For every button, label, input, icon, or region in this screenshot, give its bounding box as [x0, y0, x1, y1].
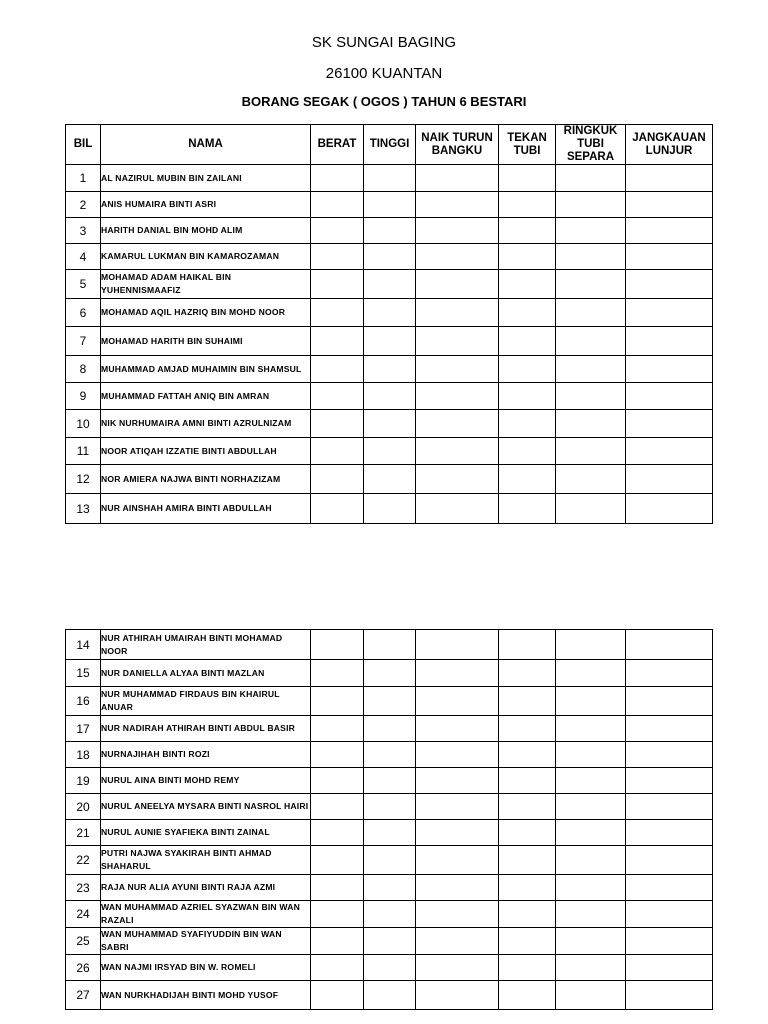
row-number: 21: [66, 820, 101, 846]
cell-ringkuk-tubi-separa[interactable]: [556, 356, 626, 383]
cell-tekan-tubi[interactable]: [499, 981, 556, 1010]
table-row: [66, 875, 713, 901]
table-row: [66, 218, 713, 244]
cell-naik-turun-bangku[interactable]: [416, 165, 499, 192]
row-number: 11: [66, 438, 101, 465]
cell-tekan-tubi[interactable]: [499, 165, 556, 192]
student-name: WAN NAJMI IRSYAD BIN W. ROMELI: [101, 955, 311, 981]
cell-naik-turun-bangku[interactable]: [416, 244, 499, 270]
row-number: 14: [66, 630, 101, 660]
cell-tekan-tubi[interactable]: [499, 846, 556, 875]
row-number: 19: [66, 768, 101, 794]
cell-jangkauan-lunjur[interactable]: [626, 356, 713, 383]
student-name: NURUL AUNIE SYAFIEKA BINTI ZAINAL: [101, 820, 311, 846]
cell-tekan-tubi[interactable]: [499, 928, 556, 955]
cell-naik-turun-bangku[interactable]: [416, 494, 499, 524]
student-name: AL NAZIRUL MUBIN BIN ZAILANI: [101, 165, 311, 192]
cell-jangkauan-lunjur[interactable]: [626, 846, 713, 875]
student-name: MOHAMAD ADAM HAIKAL BIN YUHENNISMAAFIZ: [101, 270, 311, 299]
row-number: 12: [66, 465, 101, 494]
cell-jangkauan-lunjur[interactable]: [626, 438, 713, 465]
cell-naik-turun-bangku[interactable]: [416, 901, 499, 928]
table-row: [66, 901, 713, 928]
cell-berat[interactable]: [311, 494, 364, 524]
cell-berat[interactable]: [311, 687, 364, 716]
row-number: 9: [66, 383, 101, 410]
cell-naik-turun-bangku[interactable]: [416, 410, 499, 438]
cell-ringkuk-tubi-separa[interactable]: [556, 630, 626, 660]
cell-ringkuk-tubi-separa[interactable]: [556, 981, 626, 1010]
cell-naik-turun-bangku[interactable]: [416, 875, 499, 901]
cell-tekan-tubi[interactable]: [499, 901, 556, 928]
table-row: [66, 465, 713, 494]
cell-berat[interactable]: [311, 846, 364, 875]
student-name: NIK NURHUMAIRA AMNI BINTI AZRULNIZAM: [101, 410, 311, 438]
cell-jangkauan-lunjur[interactable]: [626, 165, 713, 192]
cell-tekan-tubi[interactable]: [499, 660, 556, 687]
student-name: MOHAMAD AQIL HAZRIQ BIN MOHD NOOR: [101, 299, 311, 327]
cell-tekan-tubi[interactable]: [499, 244, 556, 270]
cell-ringkuk-tubi-separa[interactable]: [556, 192, 626, 218]
cell-tinggi[interactable]: [364, 846, 416, 875]
row-number: 20: [66, 794, 101, 820]
cell-naik-turun-bangku[interactable]: [416, 327, 499, 356]
cell-ringkuk-tubi-separa[interactable]: [556, 742, 626, 768]
row-number: 6: [66, 299, 101, 327]
cell-ringkuk-tubi-separa[interactable]: [556, 438, 626, 465]
cell-berat[interactable]: [311, 383, 364, 410]
cell-tekan-tubi[interactable]: [499, 327, 556, 356]
cell-ringkuk-tubi-separa[interactable]: [556, 165, 626, 192]
cell-berat[interactable]: [311, 928, 364, 955]
row-number: 15: [66, 660, 101, 687]
row-number: 5: [66, 270, 101, 299]
form-title: BORANG SEGAK ( OGOS ) TAHUN 6 BESTARI: [241, 94, 527, 109]
cell-berat[interactable]: [311, 244, 364, 270]
student-name: MUHAMMAD AMJAD MUHAIMIN BIN SHAMSUL: [101, 356, 311, 383]
student-name: MOHAMAD HARITH BIN SUHAIMI: [101, 327, 311, 356]
cell-jangkauan-lunjur[interactable]: [626, 270, 713, 299]
cell-ringkuk-tubi-separa[interactable]: [556, 928, 626, 955]
cell-naik-turun-bangku[interactable]: [416, 846, 499, 875]
cell-jangkauan-lunjur[interactable]: [626, 192, 713, 218]
cell-berat[interactable]: [311, 165, 364, 192]
table-row: [66, 630, 713, 660]
cell-jangkauan-lunjur[interactable]: [626, 901, 713, 928]
cell-ringkuk-tubi-separa[interactable]: [556, 955, 626, 981]
cell-tinggi[interactable]: [364, 928, 416, 955]
cell-jangkauan-lunjur[interactable]: [626, 465, 713, 494]
cell-naik-turun-bangku[interactable]: [416, 768, 499, 794]
cell-tekan-tubi[interactable]: [499, 218, 556, 244]
cell-tinggi[interactable]: [364, 955, 416, 981]
student-name: NURUL AINA BINTI MOHD REMY: [101, 768, 311, 794]
student-name: NUR MUHAMMAD FIRDAUS BIN KHAIRUL ANUAR: [101, 687, 311, 716]
row-number: 3: [66, 218, 101, 244]
cell-naik-turun-bangku[interactable]: [416, 270, 499, 299]
row-number: 8: [66, 356, 101, 383]
cell-tinggi[interactable]: [364, 981, 416, 1010]
cell-berat[interactable]: [311, 630, 364, 660]
cell-jangkauan-lunjur[interactable]: [626, 716, 713, 742]
cell-jangkauan-lunjur[interactable]: [626, 244, 713, 270]
col-ringkuk-tubi-separa-header: RINGKUK TUBI SEPARA: [556, 125, 626, 165]
cell-ringkuk-tubi-separa[interactable]: [556, 327, 626, 356]
cell-naik-turun-bangku[interactable]: [416, 716, 499, 742]
cell-berat[interactable]: [311, 218, 364, 244]
cell-berat[interactable]: [311, 410, 364, 438]
cell-jangkauan-lunjur[interactable]: [626, 494, 713, 524]
row-number: 13: [66, 494, 101, 524]
cell-tekan-tubi[interactable]: [499, 438, 556, 465]
table-row: [66, 494, 713, 524]
row-number: 10: [66, 410, 101, 438]
row-number: 17: [66, 716, 101, 742]
student-name: NUR NADIRAH ATHIRAH BINTI ABDUL BASIR: [101, 716, 311, 742]
student-name: MUHAMMAD FATTAH ANIQ BIN AMRAN: [101, 383, 311, 410]
table-row: [66, 192, 713, 218]
cell-tekan-tubi[interactable]: [499, 270, 556, 299]
cell-ringkuk-tubi-separa[interactable]: [556, 687, 626, 716]
table-row: [66, 165, 713, 192]
cell-berat[interactable]: [311, 438, 364, 465]
student-name: PUTRI NAJWA SYAKIRAH BINTI AHMAD SHAHARUL: [101, 846, 311, 875]
student-name: NUR ATHIRAH UMAIRAH BINTI MOHAMAD NOOR: [101, 630, 311, 660]
cell-tinggi[interactable]: [364, 327, 416, 356]
cell-tinggi[interactable]: [364, 901, 416, 928]
col-nama-header: NAMA: [101, 125, 311, 165]
student-table-2: [65, 629, 713, 1010]
table-row: [66, 383, 713, 410]
row-number: 16: [66, 687, 101, 716]
cell-tekan-tubi[interactable]: [499, 299, 556, 327]
table-row: [66, 742, 713, 768]
cell-berat[interactable]: [311, 875, 364, 901]
cell-berat[interactable]: [311, 820, 364, 846]
cell-berat[interactable]: [311, 794, 364, 820]
table-row: [66, 794, 713, 820]
cell-naik-turun-bangku[interactable]: [416, 192, 499, 218]
cell-ringkuk-tubi-separa[interactable]: [556, 494, 626, 524]
cell-berat[interactable]: [311, 299, 364, 327]
cell-jangkauan-lunjur[interactable]: [626, 981, 713, 1010]
row-number: 27: [66, 981, 101, 1010]
cell-berat[interactable]: [311, 327, 364, 356]
table-row: [66, 356, 713, 383]
cell-jangkauan-lunjur[interactable]: [626, 794, 713, 820]
cell-naik-turun-bangku[interactable]: [416, 383, 499, 410]
table-row: [66, 687, 713, 716]
cell-jangkauan-lunjur[interactable]: [626, 687, 713, 716]
cell-tekan-tubi[interactable]: [499, 687, 556, 716]
cell-naik-turun-bangku[interactable]: [416, 794, 499, 820]
table-row: [66, 955, 713, 981]
student-name: NURNAJIHAH BINTI ROZI: [101, 742, 311, 768]
cell-jangkauan-lunjur[interactable]: [626, 630, 713, 660]
cell-tinggi[interactable]: [364, 716, 416, 742]
col-bil-header: BIL: [66, 125, 101, 165]
student-name: HARITH DANIAL BIN MOHD ALIM: [101, 218, 311, 244]
row-number: 23: [66, 875, 101, 901]
cell-tinggi[interactable]: [364, 660, 416, 687]
cell-tinggi[interactable]: [364, 410, 416, 438]
cell-tinggi[interactable]: [364, 192, 416, 218]
cell-tekan-tubi[interactable]: [499, 383, 556, 410]
cell-berat[interactable]: [311, 192, 364, 218]
cell-naik-turun-bangku[interactable]: [416, 928, 499, 955]
student-name: WAN MUHAMMAD SYAFIYUDDIN BIN WAN SABRI: [101, 928, 311, 955]
cell-berat[interactable]: [311, 356, 364, 383]
col-jangkauan-lunjur-header: JANGKAUAN LUNJUR: [626, 125, 713, 165]
cell-ringkuk-tubi-separa[interactable]: [556, 875, 626, 901]
cell-tinggi[interactable]: [364, 875, 416, 901]
cell-tekan-tubi[interactable]: [499, 494, 556, 524]
cell-jangkauan-lunjur[interactable]: [626, 383, 713, 410]
cell-ringkuk-tubi-separa[interactable]: [556, 218, 626, 244]
student-name: RAJA NUR ALIA AYUNI BINTI RAJA AZMI: [101, 875, 311, 901]
cell-naik-turun-bangku[interactable]: [416, 630, 499, 660]
cell-ringkuk-tubi-separa[interactable]: [556, 768, 626, 794]
cell-ringkuk-tubi-separa[interactable]: [556, 901, 626, 928]
cell-naik-turun-bangku[interactable]: [416, 742, 499, 768]
cell-jangkauan-lunjur[interactable]: [626, 327, 713, 356]
cell-jangkauan-lunjur[interactable]: [626, 875, 713, 901]
table-row: [66, 270, 713, 299]
cell-ringkuk-tubi-separa[interactable]: [556, 410, 626, 438]
cell-berat[interactable]: [311, 955, 364, 981]
cell-jangkauan-lunjur[interactable]: [626, 820, 713, 846]
row-number: 18: [66, 742, 101, 768]
cell-ringkuk-tubi-separa[interactable]: [556, 270, 626, 299]
cell-tekan-tubi[interactable]: [499, 192, 556, 218]
table-row: [66, 327, 713, 356]
cell-jangkauan-lunjur[interactable]: [626, 955, 713, 981]
cell-jangkauan-lunjur[interactable]: [626, 768, 713, 794]
cell-tinggi[interactable]: [364, 244, 416, 270]
cell-jangkauan-lunjur[interactable]: [626, 660, 713, 687]
cell-tinggi[interactable]: [364, 742, 416, 768]
cell-ringkuk-tubi-separa[interactable]: [556, 846, 626, 875]
cell-berat[interactable]: [311, 901, 364, 928]
cell-naik-turun-bangku[interactable]: [416, 218, 499, 244]
student-name: NUR AINSHAH AMIRA BINTI ABDULLAH: [101, 494, 311, 524]
table-row: [66, 410, 713, 438]
cell-naik-turun-bangku[interactable]: [416, 465, 499, 494]
cell-ringkuk-tubi-separa[interactable]: [556, 660, 626, 687]
col-berat-header: BERAT: [311, 125, 364, 165]
col-tekan-tubi-header: TEKAN TUBI: [499, 125, 556, 165]
cell-berat[interactable]: [311, 742, 364, 768]
cell-naik-turun-bangku[interactable]: [416, 955, 499, 981]
cell-ringkuk-tubi-separa[interactable]: [556, 465, 626, 494]
cell-tinggi[interactable]: [364, 218, 416, 244]
cell-berat[interactable]: [311, 716, 364, 742]
cell-tekan-tubi[interactable]: [499, 768, 556, 794]
row-number: 1: [66, 165, 101, 192]
cell-tinggi[interactable]: [364, 299, 416, 327]
table-row: [66, 660, 713, 687]
col-naik-turun-bangku-header: NAIK TURUN BANGKU: [416, 125, 499, 165]
student-name: NOR AMIERA NAJWA BINTI NORHAZIZAM: [101, 465, 311, 494]
cell-naik-turun-bangku[interactable]: [416, 356, 499, 383]
cell-ringkuk-tubi-separa[interactable]: [556, 244, 626, 270]
table-row: [66, 716, 713, 742]
school-location: 26100 KUANTAN: [325, 65, 443, 82]
row-number: 4: [66, 244, 101, 270]
cell-tinggi[interactable]: [364, 820, 416, 846]
cell-naik-turun-bangku[interactable]: [416, 687, 499, 716]
table-row: [66, 768, 713, 794]
row-number: 22: [66, 846, 101, 875]
cell-ringkuk-tubi-separa[interactable]: [556, 794, 626, 820]
cell-jangkauan-lunjur[interactable]: [626, 218, 713, 244]
cell-jangkauan-lunjur[interactable]: [626, 410, 713, 438]
cell-naik-turun-bangku[interactable]: [416, 660, 499, 687]
student-name: NURUL ANEELYA MYSARA BINTI NASROL HAIRI: [101, 794, 311, 820]
cell-tekan-tubi[interactable]: [499, 820, 556, 846]
cell-naik-turun-bangku[interactable]: [416, 981, 499, 1010]
cell-tekan-tubi[interactable]: [499, 630, 556, 660]
cell-naik-turun-bangku[interactable]: [416, 438, 499, 465]
cell-tekan-tubi[interactable]: [499, 465, 556, 494]
cell-naik-turun-bangku[interactable]: [416, 299, 499, 327]
student-name: WAN NURKHADIJAH BINTI MOHD YUSOF: [101, 981, 311, 1010]
table-row: [66, 244, 713, 270]
school-name: SK SUNGAI BAGING: [311, 34, 457, 51]
student-name: ANIS HUMAIRA BINTI ASRI: [101, 192, 311, 218]
cell-tinggi[interactable]: [364, 270, 416, 299]
cell-tekan-tubi[interactable]: [499, 356, 556, 383]
table-row: [66, 846, 713, 875]
table-row: [66, 820, 713, 846]
cell-tinggi[interactable]: [364, 494, 416, 524]
row-number: 24: [66, 901, 101, 928]
cell-berat[interactable]: [311, 768, 364, 794]
cell-tekan-tubi[interactable]: [499, 410, 556, 438]
table-row: [66, 981, 713, 1010]
cell-tekan-tubi[interactable]: [499, 955, 556, 981]
cell-tinggi[interactable]: [364, 165, 416, 192]
cell-tinggi[interactable]: [364, 687, 416, 716]
table-row: [66, 299, 713, 327]
cell-tekan-tubi[interactable]: [499, 742, 556, 768]
cell-tinggi[interactable]: [364, 768, 416, 794]
cell-tinggi[interactable]: [364, 383, 416, 410]
cell-jangkauan-lunjur[interactable]: [626, 299, 713, 327]
row-number: 7: [66, 327, 101, 356]
cell-tekan-tubi[interactable]: [499, 716, 556, 742]
cell-tinggi[interactable]: [364, 465, 416, 494]
student-name: NUR DANIELLA ALYAA BINTI MAZLAN: [101, 660, 311, 687]
row-number: 26: [66, 955, 101, 981]
cell-ringkuk-tubi-separa[interactable]: [556, 299, 626, 327]
cell-tekan-tubi[interactable]: [499, 794, 556, 820]
cell-ringkuk-tubi-separa[interactable]: [556, 383, 626, 410]
table-row: [66, 928, 713, 955]
cell-berat[interactable]: [311, 465, 364, 494]
row-number: 2: [66, 192, 101, 218]
cell-tinggi[interactable]: [364, 794, 416, 820]
cell-jangkauan-lunjur[interactable]: [626, 742, 713, 768]
cell-berat[interactable]: [311, 981, 364, 1010]
cell-tinggi[interactable]: [364, 438, 416, 465]
cell-tinggi[interactable]: [364, 356, 416, 383]
cell-ringkuk-tubi-separa[interactable]: [556, 820, 626, 846]
cell-berat[interactable]: [311, 270, 364, 299]
student-table-1: [65, 124, 713, 524]
student-name: WAN MUHAMMAD AZRIEL SYAZWAN BIN WAN RAZALI: [101, 901, 311, 928]
cell-tekan-tubi[interactable]: [499, 875, 556, 901]
header-row: [66, 125, 713, 165]
cell-tinggi[interactable]: [364, 630, 416, 660]
cell-naik-turun-bangku[interactable]: [416, 820, 499, 846]
col-tinggi-header: TINGGI: [364, 125, 416, 165]
row-number: 25: [66, 928, 101, 955]
table-row: [66, 438, 713, 465]
cell-jangkauan-lunjur[interactable]: [626, 928, 713, 955]
cell-berat[interactable]: [311, 660, 364, 687]
cell-ringkuk-tubi-separa[interactable]: [556, 716, 626, 742]
student-name: KAMARUL LUKMAN BIN KAMAROZAMAN: [101, 244, 311, 270]
student-name: NOOR ATIQAH IZZATIE BINTI ABDULLAH: [101, 438, 311, 465]
